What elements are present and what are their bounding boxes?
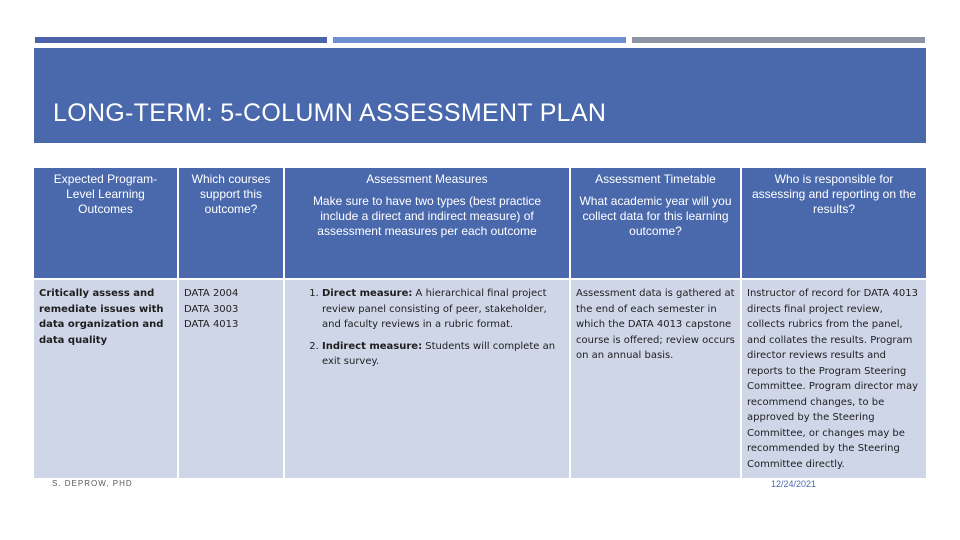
outcome-cell: Critically assess and remediate issues with data organization and data quality <box>34 279 178 478</box>
assessment-plan-table <box>34 168 926 478</box>
table-header-row <box>34 168 926 279</box>
footer-author: S. DEPROW, PHD <box>52 479 133 488</box>
measure-text: Students will complete an exit survey. <box>322 340 556 367</box>
accent-bar-right <box>632 37 925 43</box>
accent-bar-middle <box>333 37 626 43</box>
table-row <box>34 279 926 478</box>
measures-list <box>290 286 564 370</box>
measure-label: Indirect measure: <box>322 340 423 352</box>
courses-cell <box>178 279 284 478</box>
header-measures-label: Assessment Measures <box>366 172 488 186</box>
measure-label: Direct measure: <box>322 288 413 299</box>
header-measures <box>284 168 570 279</box>
measures-cell <box>284 279 570 478</box>
course-item: DATA 4013 <box>184 319 239 330</box>
header-courses <box>178 168 284 279</box>
course-item: DATA 2004 <box>184 288 239 299</box>
measure-item <box>322 339 564 370</box>
header-timetable-note: What academic year will you collect data for this learning outcome? <box>579 194 732 238</box>
header-timetable-label: Assessment Timetable <box>595 172 716 186</box>
accent-bar-left <box>35 37 327 43</box>
title-banner <box>34 48 926 143</box>
header-measures-note: Make sure to have two types (best practice include a direct and indirect measure) of assessment measures per each outcome <box>312 194 542 238</box>
course-item: DATA 3003 <box>184 303 239 315</box>
header-timetable <box>570 168 741 279</box>
header-responsible <box>741 168 926 279</box>
footer-date: 12/24/2021 <box>771 479 817 489</box>
measure-text: A hierarchical final project review panel consisting of peer, stakeholder, and faculty reviews in a rubric format. <box>322 288 547 330</box>
responsible-cell: Instructor of record for DATA 4013 directs final project review, collects rubrics from the panel, and collates the results. Program director reviews results and reports to the Program Steering Committee. Program director may recommend changes, to be approved by the Steering Committee, or changes may be recommended by the Steering Committee directly. <box>741 279 926 478</box>
header-outcomes <box>34 168 178 279</box>
header-outcomes-label: Expected Program-Level Learning Outcomes <box>53 172 158 216</box>
timetable-cell: Assessment data is gathered at the end of each semester in which the DATA 4013 capstone course is offered; review occurs on an annual basis. <box>570 279 741 478</box>
header-responsible-label: Who is responsible for assessing and reporting on the results? <box>751 172 917 216</box>
slide-title: LONG-TERM: 5-COLUMN ASSESSMENT PLAN <box>53 99 607 127</box>
measure-item <box>322 286 564 333</box>
header-courses-label: Which courses support this outcome? <box>191 172 271 216</box>
